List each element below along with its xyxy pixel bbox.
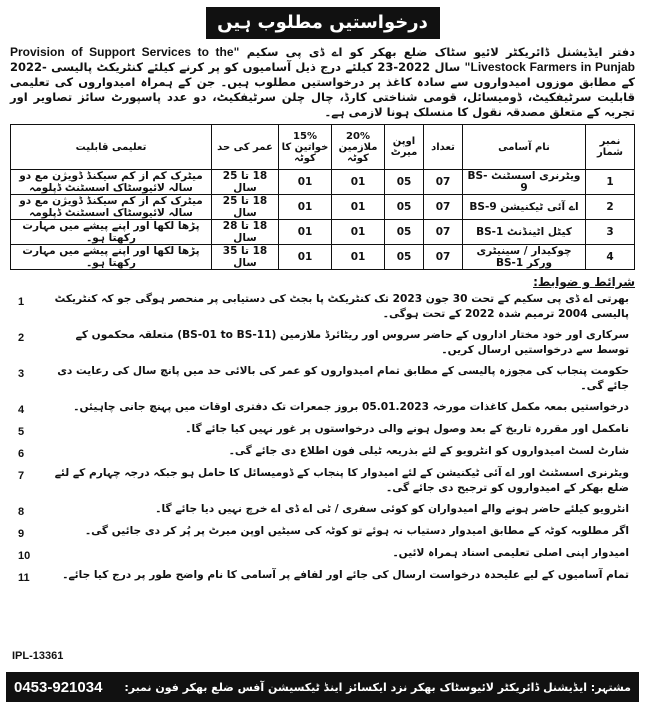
cell-open: 05 [385,170,424,195]
cell-post: کیٹل اٹینڈنٹ BS-1 [463,220,586,245]
cell-post: چوکیدار / سینیٹری ورکر BS-1 [463,245,586,270]
cell-total: 07 [424,195,463,220]
cell-qual: میٹرک کم از کم سیکنڈ ڈویژن مع دو سالہ لائیوسٹاک اسسٹنٹ ڈپلومہ [11,170,212,195]
cell-qual: میٹرک کم از کم سیکنڈ ڈویژن مع دو سالہ لائیوسٹاک اسسٹنٹ ڈپلومہ [11,195,212,220]
cell-qual: پڑھا لکھا اور اپنے پیشے میں مہارت رکھتا ہو۔ [11,245,212,270]
cell-emp: 01 [332,195,385,220]
cell-women: 01 [279,220,332,245]
cell-age: 18 تا 35 سال [212,245,279,270]
phone-number: 0453-921034 [14,678,103,696]
cell-emp: 01 [332,245,385,270]
cell-women: 01 [279,195,332,220]
table-header-row [11,125,635,170]
table-row [11,195,635,220]
cell-emp: 01 [332,220,385,245]
col-emp: 20% ملازمین کوٹہ [332,125,385,170]
col-qual: تعلیمی قابلیت [11,125,212,170]
footer-bar [6,672,639,702]
list-item: 8 انٹرویو کیلئے حاضر ہونے والے امیدواران کو کوئی سفری / ٹی اے ڈی اے خرچ نہیں دیا جائے گا۔ [18,503,629,518]
table-row [11,170,635,195]
cell-age: 18 تا 25 سال [212,170,279,195]
list-item: 6 شارٹ لسٹ امیدواروں کو انٹرویو کے لئے بذریعہ ٹیلی فون اطلاع دی جائے گی۔ [18,445,629,460]
intro-body: سال 2022-23 کیلئے درج ذیل آسامیوں کو پر کرنے کیلئے کنٹریکٹ پالیسی -2022 کے مطابق موزوں امیدواروں سے سادہ کاغذ پر درخواستیں مطلوب ہیں۔ جن کے ہمراہ امیدواروں کی تعلیمی قابلیت سرٹیفکیٹ، ڈومیسائل، قومی شناختی کارڈ، چال چلن سرٹیفکیٹ، دو عدد پاسپورٹ سائز تصاویر اور تجربہ کے متعلق مصدقہ نقول کا منسلک ہونا لازمی ہے۔ [10,60,635,119]
col-total: تعداد [424,125,463,170]
list-item: 1 بھرتی اے ڈی پی سکیم کے تحت 30 جون 2023 تک کنٹریکٹ پا بجٹ کی دستیابی پر منحصر ہوگی جو کہ کنٹریکٹ پالیسی 2004 ترمیم شدہ 2022 کے تحت ہوگی۔ [18,293,629,320]
cell-open: 05 [385,220,424,245]
col-age: عمر کی حد [212,125,279,170]
list-item: 11 تمام آسامیوں کے لیے علیحدہ درخواست ارسال کی جائے اور لفافے پر آسامی کا نام واضح طور پر درج کیا جائے۔ [18,569,629,584]
cell-sr: 4 [586,245,635,270]
terms-list [10,289,635,587]
cell-total: 07 [424,245,463,270]
table-row [11,245,635,270]
page-title: درخواستیں مطلوب ہیں [206,7,440,39]
ipl-code: IPL-13361 [12,650,64,662]
cell-women: 01 [279,245,332,270]
intro-paragraph: دفتر ایڈیشنل ڈائریکٹر لائیو سٹاک ضلع بھکر کو اے ڈی پی سکیم "Provision of Support Services to the Livestock Farmers in Punjab" سال 2022-23 کیلئے درج ذیل آسامیوں کو پر کرنے کیلئے کنٹریکٹ پالیسی -2022 کے مطابق موزوں امیدواروں سے سادہ کاغذ پر درخواستیں مطلوب ہیں۔ جن کے ہمراہ امیدواروں کی تعلیمی قابلیت سرٹیفکیٹ، ڈومیسائل، قومی شناختی کارڈ، چال چلن سرٹیفکیٹ، دو عدد پاسپورٹ سائز تصاویر اور تجربہ کے متعلق مصدقہ نقول کا منسلک ہونا لازمی ہے۔ [10,45,636,119]
posts-table [10,124,635,270]
scheme-name: Provision of Support Services to the Livestock Farmers in Punjab [10,45,636,74]
cell-sr: 1 [586,170,635,195]
list-item: 2 سرکاری اور خود مختار اداروں کے حاضر سروس اور ریٹائرڈ ملازمین (BS-01 to BS-11) متعلقہ محکموں کے توسط سے درخواستیں ارسال کریں۔ [18,329,629,356]
cell-open: 05 [385,245,424,270]
table-row [11,220,635,245]
list-item: 9 اگر مطلوبہ کوٹہ کے مطابق امیدوار دستیاب نہ ہوئے تو کوٹہ کی سیٹیں اوپن میرٹ پر پُر کر دی جائیں گی۔ [18,525,629,540]
col-women: 15% خواتین کا کوٹہ [279,125,332,170]
list-item: 7 ویٹرنری اسسٹنٹ اور اے آئی ٹیکنیشن کے لئے امیدوار کا پنجاب کے ڈومیسائل کا حامل ہو جبکہ درجہ چہارم کے لئے ضلع بھکر کے امیدواروں کو ترجیح دی جائے گی۔ [18,467,629,494]
list-item: 10 امیدوار اپنی اصلی تعلیمی اسناد ہمراہ لائیں۔ [18,547,629,562]
cell-sr: 2 [586,195,635,220]
cell-sr: 3 [586,220,635,245]
terms-heading: شرائط و ضوابط: [533,275,635,289]
cell-total: 07 [424,170,463,195]
cell-post: اے آئی ٹیکنیشن BS-9 [463,195,586,220]
list-item: 4 درخواستیں بمعہ مکمل کاغذات مورخہ 05.01.2023 بروز جمعرات تک دفتری اوقات میں پہنچ جانی چاہیئں۔ [18,401,629,416]
cell-post: ویٹرنری اسسٹنٹ BS-9 [463,170,586,195]
col-sr: نمبر شمار [586,125,635,170]
cell-emp: 01 [332,170,385,195]
cell-women: 01 [279,170,332,195]
cell-open: 05 [385,195,424,220]
list-item: 3 حکومت پنجاب کی مجوزہ پالیسی کے مطابق تمام امیدواروں کو عمر کی بالائی حد میں پانچ سال کی رعایت دی جائے گی۔ [18,365,629,392]
cell-age: 18 تا 28 سال [212,220,279,245]
intro-line1: دفتر ایڈیشنل ڈائریکٹر لائیو سٹاک ضلع بھکر کو اے ڈی پی سکیم [246,45,635,59]
cell-age: 18 تا 25 سال [212,195,279,220]
list-item: 5 نامکمل اور مقررہ تاریخ کے بعد وصول ہونے والی درخواستوں پر غور نہیں کیا جائے گا۔ [18,423,629,438]
col-open: اوپن میرٹ [385,125,424,170]
col-post: نام آسامی [463,125,586,170]
cell-qual: پڑھا لکھا اور اپنے پیشے میں مہارت رکھتا ہو۔ [11,220,212,245]
cell-total: 07 [424,220,463,245]
advertiser-text: مشتہر: ایڈیشنل ڈائریکٹر لائیوسٹاک بھکر نزد ایکسائز اینڈ ٹیکسیشن آفس ضلع بھکر فون نمبر: [124,680,631,694]
